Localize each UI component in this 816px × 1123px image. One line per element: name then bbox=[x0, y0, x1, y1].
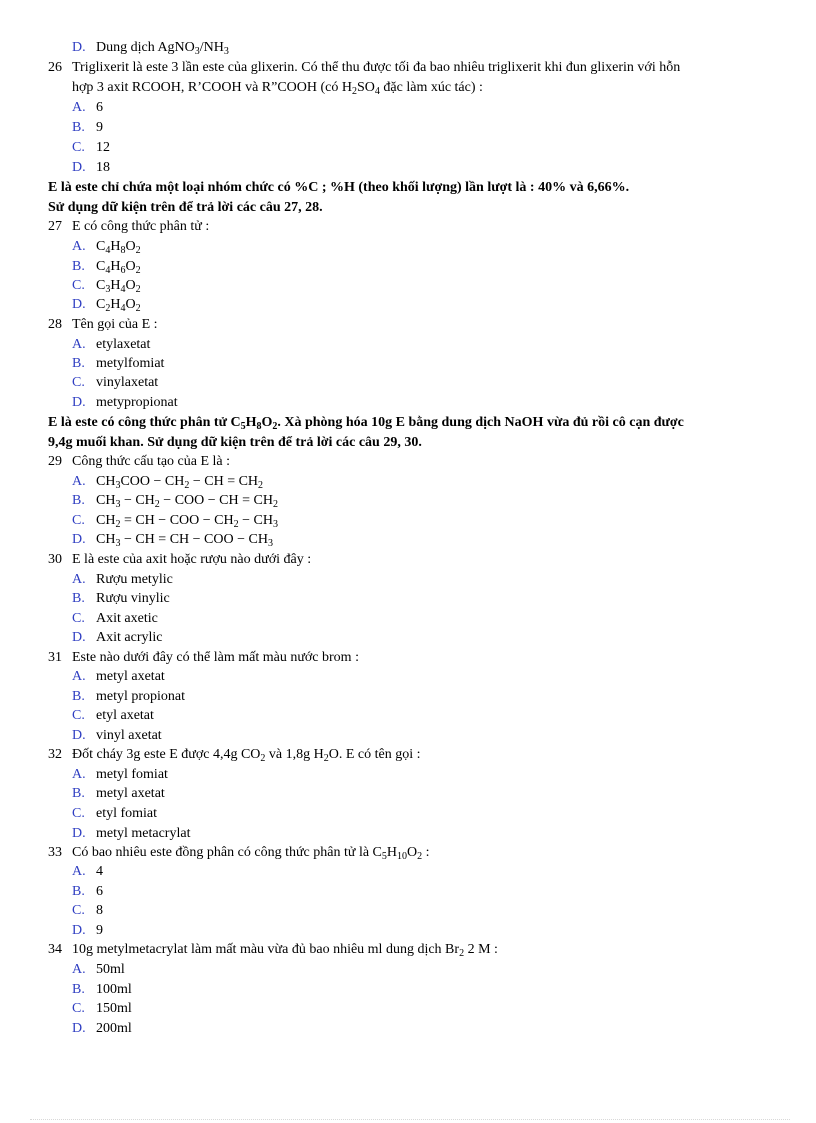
option-text: 9 bbox=[96, 923, 103, 938]
option-text: 6 bbox=[96, 100, 103, 115]
option-text: 18 bbox=[96, 160, 110, 175]
option-letter: C. bbox=[72, 708, 85, 723]
option-letter: D. bbox=[72, 923, 86, 938]
question-text: E là este của axit hoặc rượu nào dưới đây : bbox=[72, 552, 312, 567]
option-text: $CH_3$ − CH = CH − COO − $CH_3$ bbox=[96, 532, 273, 549]
question-29 bbox=[48, 452, 230, 471]
q34-option-a bbox=[72, 960, 125, 979]
option-letter: A. bbox=[72, 474, 86, 489]
question-32 bbox=[48, 745, 421, 764]
option-letter: D. bbox=[72, 40, 86, 55]
intro-1-line2: Sử dụng dữ kiện trên để trả lời các câu 27, 28. bbox=[48, 200, 323, 215]
question-text: 10g metylmetacrylat làm mất màu vừa đủ bao nhiêu ml dung dịch $Br_2$ 2 M : bbox=[72, 942, 498, 959]
q29-option-b bbox=[72, 491, 278, 510]
option-text: metyl axetat bbox=[96, 669, 165, 684]
option-text: 100ml bbox=[96, 982, 132, 997]
question-text: Có bao nhiêu este đồng phân có công thức phân tử là $C_5H_{10}O_2$ : bbox=[72, 845, 430, 862]
q33-option-b bbox=[72, 882, 103, 901]
q31-option-a bbox=[72, 667, 165, 686]
q27-option-d bbox=[72, 295, 141, 314]
question-text: Đốt cháy 3g este E được 4,4g $CO_2$ và 1,8g $H_2O$. E có tên gọi : bbox=[72, 747, 421, 764]
question-31 bbox=[48, 648, 359, 667]
q26-option-c bbox=[72, 138, 110, 157]
option-letter: D. bbox=[72, 826, 86, 841]
option-text: 4 bbox=[96, 864, 103, 879]
option-letter: B. bbox=[72, 884, 85, 899]
option-letter: B. bbox=[72, 120, 85, 135]
option-text: etylaxetat bbox=[96, 337, 151, 352]
intro-2-line1: E là este có công thức phân tử $C_5H_8O_2$. Xà phòng hóa 10g E bằng dung dịch NaOH vừa đủ rồi cô cạn được bbox=[48, 415, 684, 432]
option-letter: A. bbox=[72, 572, 86, 587]
q30-option-a bbox=[72, 570, 173, 589]
option-letter: C. bbox=[72, 278, 85, 293]
option-letter: C. bbox=[72, 611, 85, 626]
option-text: $C_4H_6O_2$ bbox=[96, 259, 141, 276]
q33-option-d bbox=[72, 921, 103, 940]
question-26 bbox=[48, 58, 680, 77]
question-number: 28 bbox=[48, 317, 62, 332]
option-text: etyl axetat bbox=[96, 708, 154, 723]
option-letter: A. bbox=[72, 239, 86, 254]
option-letter: A. bbox=[72, 864, 86, 879]
option-letter: A. bbox=[72, 962, 86, 977]
option-text: Rượu vinylic bbox=[96, 591, 170, 606]
question-number: 27 bbox=[48, 219, 62, 234]
question-number: 29 bbox=[48, 454, 62, 469]
option-text: 50ml bbox=[96, 962, 125, 977]
option-letter: D. bbox=[72, 395, 86, 410]
option-text: $C_2H_4O_2$ bbox=[96, 297, 141, 314]
q26-option-b bbox=[72, 118, 103, 137]
q28-option-a bbox=[72, 335, 150, 354]
option-text: metylfomiat bbox=[96, 356, 165, 371]
option-letter: D. bbox=[72, 1021, 86, 1036]
option-letter: D. bbox=[72, 728, 86, 743]
option-text: vinyl axetat bbox=[96, 728, 162, 743]
q28-option-c bbox=[72, 373, 158, 392]
question-30 bbox=[48, 550, 311, 569]
q28-option-b bbox=[72, 354, 164, 373]
question-33 bbox=[48, 843, 430, 862]
q29-option-c bbox=[72, 511, 278, 530]
q27-option-b bbox=[72, 257, 141, 276]
option-text: Dung dịch $AgNO_3/NH_3$ bbox=[96, 40, 229, 57]
question-34 bbox=[48, 940, 498, 959]
option-letter: C. bbox=[72, 513, 85, 528]
question-number: 33 bbox=[48, 845, 62, 860]
option-text: $CH_3COO - CH_2$ − CH = $CH_2$ bbox=[96, 474, 264, 491]
q31-option-d bbox=[72, 726, 162, 745]
option-text: 9 bbox=[96, 120, 103, 135]
option-letter: A. bbox=[72, 669, 86, 684]
q32-option-a bbox=[72, 765, 168, 784]
option-text: $C_3H_4O_2$ bbox=[96, 278, 141, 295]
option-letter: B. bbox=[72, 591, 85, 606]
option-text: 200ml bbox=[96, 1021, 132, 1036]
question-number: 32 bbox=[48, 747, 62, 762]
q30-option-d bbox=[72, 628, 162, 647]
question-number: 26 bbox=[48, 60, 62, 75]
intro-2-line2: 9,4g muối khan. Sử dụng dữ kiện trên để trả lời các câu 29, 30. bbox=[48, 435, 422, 450]
option-letter: B. bbox=[72, 982, 85, 997]
q33-option-c bbox=[72, 901, 103, 920]
option-letter: D. bbox=[72, 630, 86, 645]
option-letter: A. bbox=[72, 767, 86, 782]
question-26-line2 bbox=[72, 78, 483, 97]
q32-option-c bbox=[72, 804, 157, 823]
q28-option-d bbox=[72, 393, 178, 412]
option-letter: B. bbox=[72, 493, 85, 508]
q29-option-a bbox=[72, 472, 263, 491]
question-28 bbox=[48, 315, 158, 334]
option-letter: B. bbox=[72, 786, 85, 801]
option-letter: C. bbox=[72, 806, 85, 821]
option-text: metypropionat bbox=[96, 395, 178, 410]
q32-option-d bbox=[72, 824, 190, 843]
q26-option-d bbox=[72, 158, 110, 177]
q29-option-d bbox=[72, 530, 273, 549]
question-text: Este nào dưới đây có thể làm mất màu nước brom : bbox=[72, 650, 359, 665]
option-text: $C_4H_8O_2$ bbox=[96, 239, 141, 256]
question-text: E có công thức phân tử : bbox=[72, 219, 210, 234]
q34-option-b bbox=[72, 980, 132, 999]
question-27 bbox=[48, 217, 209, 236]
option-text: $CH_3 - CH_2$ − COO − CH = $CH_2$ bbox=[96, 493, 278, 510]
q33-option-a bbox=[72, 862, 103, 881]
option-text: 12 bbox=[96, 140, 110, 155]
option-letter: B. bbox=[72, 356, 85, 371]
option-letter: B. bbox=[72, 689, 85, 704]
option-text: metyl axetat bbox=[96, 786, 165, 801]
option-text: Rượu metylic bbox=[96, 572, 173, 587]
question-text: Tên gọi của E : bbox=[72, 317, 158, 332]
option-text: Axit acrylic bbox=[96, 630, 163, 645]
q31-option-c bbox=[72, 706, 154, 725]
option-letter: A. bbox=[72, 100, 86, 115]
option-text: etyl fomiat bbox=[96, 806, 158, 821]
option-letter: D. bbox=[72, 297, 86, 312]
q27-option-c bbox=[72, 276, 141, 295]
page-bottom-rule bbox=[30, 1119, 790, 1120]
question-number: 30 bbox=[48, 552, 62, 567]
q27-option-a bbox=[72, 237, 141, 256]
option-letter: B. bbox=[72, 259, 85, 274]
question-text: Công thức cấu tạo của E là : bbox=[72, 454, 231, 469]
q31-option-b bbox=[72, 687, 185, 706]
question-text-line1: Triglixerit là este 3 lần este của glixerin. Có thể thu được tối đa bao nhiêu triglixerit khi đun glixerin với hỗn bbox=[72, 60, 681, 75]
option-text: 8 bbox=[96, 903, 103, 918]
option-letter: C. bbox=[72, 375, 85, 390]
option-text: $CH_2$ = CH − COO − $CH_2 - CH_3$ bbox=[96, 513, 278, 530]
option-text: metyl propionat bbox=[96, 689, 186, 704]
intro-1-line1: E là este chỉ chứa một loại nhóm chức có %C ; %H (theo khối lượng) lần lượt là : 40% và 6,66%. bbox=[48, 180, 630, 195]
q30-option-b bbox=[72, 589, 170, 608]
option-text: Axit axetic bbox=[96, 611, 158, 626]
option-text: 6 bbox=[96, 884, 103, 899]
q26-option-a bbox=[72, 98, 103, 117]
option-letter: D. bbox=[72, 160, 86, 175]
option-letter: D. bbox=[72, 532, 86, 547]
option-letter: C. bbox=[72, 1001, 85, 1016]
q32-option-b bbox=[72, 784, 165, 803]
option-text: metyl fomiat bbox=[96, 767, 168, 782]
question-number: 34 bbox=[48, 942, 62, 957]
option-text: metyl metacrylat bbox=[96, 826, 191, 841]
q34-option-d bbox=[72, 1019, 132, 1038]
q34-option-c bbox=[72, 999, 132, 1018]
option-letter: C. bbox=[72, 140, 85, 155]
option-top-d bbox=[72, 38, 229, 57]
option-letter: C. bbox=[72, 903, 85, 918]
q30-option-c bbox=[72, 609, 158, 628]
option-letter: A. bbox=[72, 337, 86, 352]
option-text: vinylaxetat bbox=[96, 375, 159, 390]
option-text: 150ml bbox=[96, 1001, 132, 1016]
question-number: 31 bbox=[48, 650, 62, 665]
question-text-line2: hợp 3 axit RCOOH, R’COOH và R”COOH (có $H_2SO_4$ đặc làm xúc tác) : bbox=[72, 80, 483, 97]
